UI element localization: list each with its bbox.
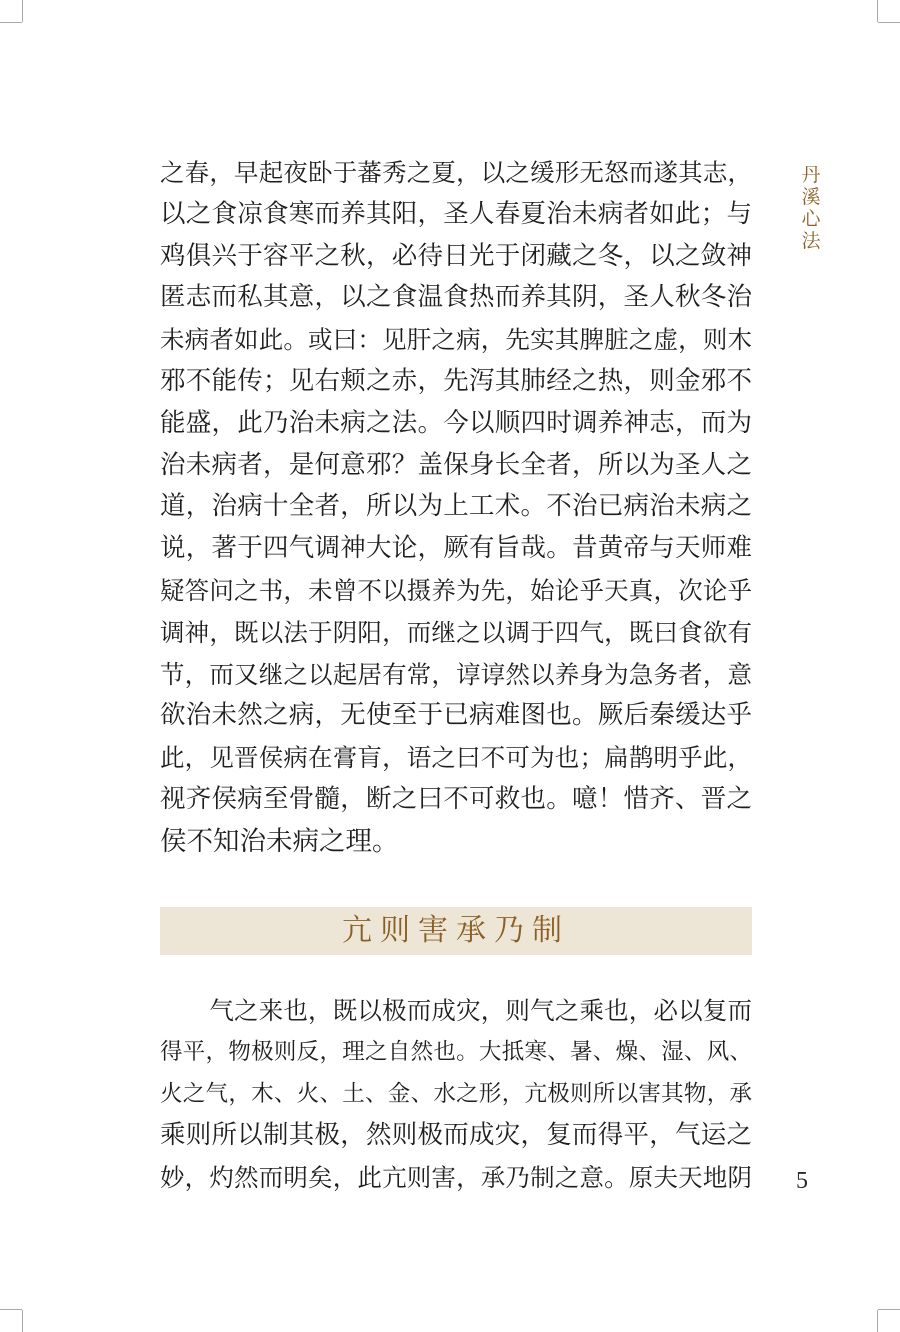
crop-mark [0, 1309, 22, 1310]
text-line: 得平，物极则反，理之自然也。大抵寒、暑、燥、湿、风、 [160, 1038, 752, 1065]
text-line: 侯不知治未病之理。 [160, 825, 399, 857]
crop-mark [22, 1310, 23, 1332]
text-line: 以之食凉食寒而养其阳，圣人春夏治未病者如此；与 [160, 198, 752, 229]
crop-mark [878, 22, 900, 23]
text-line: 乘则所以制其极，然则极而成灾，复而得平，气运之 [160, 1120, 752, 1151]
text-line: 视齐侯病至骨髓，断之曰不可救也。噫！惜齐、晋之 [160, 783, 752, 814]
text-line: 妙，灼然而明矣，此亢则害，承乃制之意。原夫天地阴 [160, 1163, 752, 1193]
body-paragraph [160, 990, 752, 1199]
text-line: 之春，早起夜卧于蕃秀之夏，以之缓形无怒而遂其志， [160, 158, 752, 187]
crop-mark [0, 22, 22, 23]
text-line: 匿志而私其意，以之食温食热而养其阴，圣人秋冬治 [160, 282, 752, 313]
text-line: 鸡俱兴于容平之秋，必待日光于闭藏之冬，以之敛神 [160, 240, 752, 271]
crop-mark [877, 0, 878, 22]
text-line: 调神，既以法于阴阳，而继之以调于四气，既曰食欲有 [160, 617, 752, 647]
crop-mark [877, 1310, 878, 1332]
crop-mark [878, 1309, 900, 1310]
text-line: 道，治病十全者，所以为上工术。不治已病治未病之 [160, 491, 752, 522]
text-line: 说，著于四气调神大论，厥有旨哉。昔黄帝与天师难 [160, 533, 752, 564]
text-line: 欲治未然之病，无使至于已病难图也。厥后秦缓达乎 [160, 700, 752, 731]
text-line: 能盛，此乃治未病之法。今以顺四时调养神志，而为 [160, 407, 752, 438]
text-line: 气之来也，既以极而成灾，则气之乘也，必以复而 [160, 996, 752, 1025]
body-paragraph-continued [160, 152, 752, 863]
text-line: 未病者如此。或曰：见肝之病，先实其脾脏之虚，则木 [160, 325, 752, 355]
text-line: 火之气，木、火、土、金、水之形，亢极则所以害其物，承 [160, 1080, 752, 1107]
text-line: 节，而又继之以起居有常，谆谆然以养身为急务者，意 [160, 659, 752, 689]
crop-mark [22, 0, 23, 22]
page-number: 5 [796, 1168, 808, 1194]
section-heading: 亢则害承乃制 [160, 907, 752, 955]
text-line: 疑答问之书，未曾不以摄养为先，始论乎天真，次论乎 [160, 575, 752, 605]
running-head: 丹溪心法 [801, 164, 821, 252]
text-line: 此，见晋侯病在膏肓，语之曰不可为也；扁鹊明乎此， [160, 743, 752, 773]
text-line: 治未病者，是何意邪？盖保身长全者，所以为圣人之 [160, 449, 752, 480]
text-line: 邪不能传；见右颊之赤，先泻其肺经之热，则金邪不 [160, 365, 752, 396]
